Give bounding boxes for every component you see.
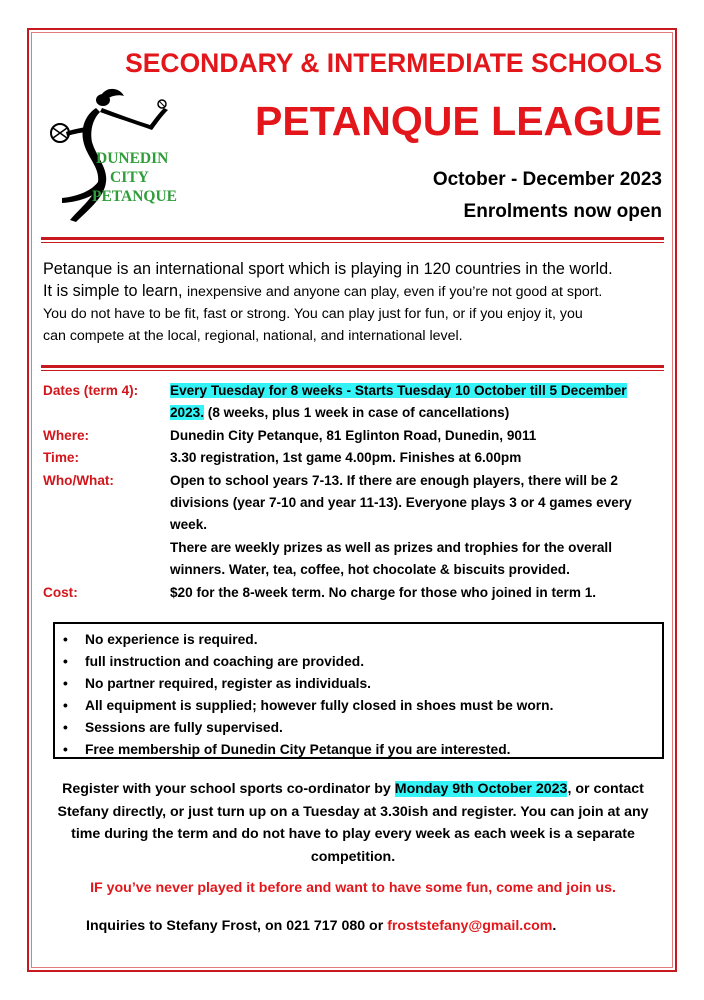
dates-label: Dates (term 4): — [43, 383, 139, 398]
logo-text-city: CITY — [110, 169, 149, 186]
header-title-league: PETANQUE LEAGUE — [255, 98, 662, 144]
logo-text-petanque: PETANQUE — [92, 188, 177, 205]
inquiry-end: . — [552, 918, 557, 934]
divider-middle — [41, 365, 664, 371]
who-label: Who/What: — [43, 472, 114, 488]
time-value: 3.30 registration, 1st game 4.00pm. Finishes at 6.00pm — [170, 450, 522, 466]
features-box — [53, 622, 664, 759]
header-title-schools: SECONDARY & INTERMEDIATE SCHOOLS — [125, 48, 662, 78]
intro-line-2 — [43, 280, 667, 303]
who-value-2: There are weekly prizes as well as prizes and trophies for the overall winners. Water, tea, coffee, hot chocolate & biscuits provided. — [170, 539, 612, 578]
detail-where — [43, 425, 663, 447]
where-value: Dunedin City Petanque, 81 Eglinton Road, Dunedin, 9011 — [170, 427, 537, 443]
contact-email-link[interactable]: froststefany@gmail.com — [387, 918, 553, 934]
cost-value: $20 for the 8-week term. No charge for those who joined in term 1. — [170, 584, 597, 600]
list-item: • No experience is required. — [85, 629, 662, 651]
list-item: • Sessions are fully supervised. — [85, 717, 662, 739]
detail-time — [43, 447, 663, 469]
list-item: • Free membership of Dunedin City Petanque if you are interested. — [85, 739, 662, 761]
inquiry-line — [86, 918, 666, 934]
detail-cost — [43, 582, 663, 604]
intro-line-3: You do not have to be fit, fast or strong. You can play just for fun, or if you enjoy it, you — [43, 306, 583, 322]
inquiry-text: Inquiries to Stefany Frost, on 021 717 080 or — [86, 918, 388, 934]
who-value-1: Open to school years 7-13. If there are enough players, there will be 2 divisions (year 7-10 and year 11-13). Everyone plays 3 or 4 games every week. — [170, 472, 632, 533]
dunedin-city-petanque-logo — [40, 86, 200, 234]
dates-note: (8 weeks, plus 1 week in case of cancellations) — [204, 405, 510, 421]
features-list — [55, 624, 662, 761]
intro-line-4: can compete at the local, regional, national, and international level. — [43, 328, 463, 344]
list-item: • No partner required, register as individuals. — [85, 673, 662, 695]
register-after: , or contact Stefany directly, or just turn up on a Tuesday at 3.30ish and register. You can join at any time during the term and do not have to play every week as each week is a separate competition. — [57, 781, 649, 865]
time-label: Time: — [43, 450, 80, 466]
intro-line-2b: inexpensive and anyone can play, even if you’re not good at sport. — [186, 284, 603, 300]
register-deadline: Monday 9th October 2023 — [394, 781, 568, 797]
intro-line-1: Petanque is an international sport which is playing in 120 countries in the world. — [43, 260, 613, 278]
detail-dates — [43, 380, 663, 425]
list-item: • All equipment is supplied; however fully closed in shoes must be worn. — [85, 695, 662, 717]
register-before: Register with your school sports co-ordinator by — [62, 781, 395, 797]
dates-highlight: Every Tuesday for 8 weeks - Starts Tuesday 10 October till 5 December 2023. — [170, 383, 627, 421]
list-item: • full instruction and coaching are provided. — [85, 651, 662, 673]
intro-paragraph — [43, 258, 667, 347]
intro-line-2a: It is simple to learn, — [43, 282, 187, 300]
header-enrolments: Enrolments now open — [463, 201, 662, 222]
logo-text-dunedin: DUNEDIN — [96, 150, 169, 167]
register-paragraph — [43, 778, 663, 868]
where-label: Where: — [43, 427, 90, 443]
event-details — [43, 380, 663, 604]
cost-label: Cost: — [43, 584, 78, 600]
header-dates: October - December 2023 — [432, 169, 662, 190]
detail-who — [43, 470, 663, 582]
divider-top — [41, 237, 664, 243]
callout-invitation: IF you’ve never played it before and want to have some fun, come and join us. — [90, 880, 616, 896]
